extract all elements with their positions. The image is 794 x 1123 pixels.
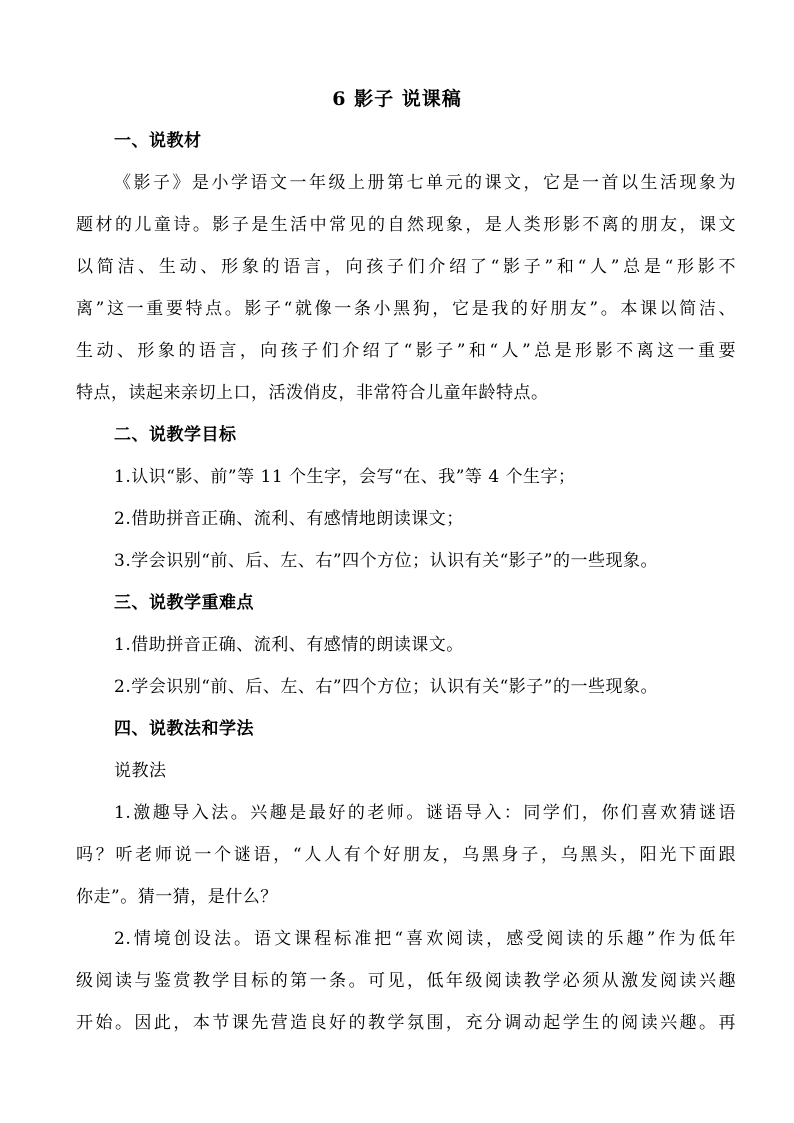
list-item: 1.认识“影、前”等 11 个生字，会写“在、我”等 4 个生字；	[114, 467, 576, 487]
list-item: 3.学会识别“前、后、左、右”四个方位；认识有关“影子”的一些现象。	[114, 551, 658, 571]
section-heading-key-points: 三、说教学重难点	[114, 593, 254, 613]
paragraph-line: 开始。因此，本节课先营造良好的教学氛围，充分调动起学生的阅读兴趣。再	[76, 1013, 736, 1033]
list-item: 2.借助拼音正确、流利、有感情地朗读课文；	[114, 509, 464, 529]
paragraph-line: 以简洁、生动、形象的语言，向孩子们介绍了“影子”和“人”总是“形影不	[76, 257, 736, 277]
paragraph-line: 生动、形象的语言，向孩子们介绍了“影子”和“人”总是形影不离这一重要	[76, 341, 736, 361]
paragraph-line: 《影子》是小学语文一年级上册第七单元的课文，它是一首以生活现象为	[114, 173, 736, 193]
paragraph-line: 你走”。猜一猜，是什么？	[76, 887, 278, 907]
paragraph-line: 特点，读起来亲切上口，活泼俏皮，非常符合儿童年龄特点。	[76, 383, 549, 403]
list-item: 1.借助拼音正确、流利、有感情的朗读课文。	[114, 635, 464, 655]
section-heading-textbook: 一、说教材	[114, 131, 202, 151]
paragraph-line: 级阅读与鉴赏教学目标的第一条。可见，低年级阅读教学必须从激发阅读兴趣	[76, 971, 736, 991]
paragraph-line: 1.激趣导入法。兴趣是最好的老师。谜语导入：同学们，你们喜欢猜谜语	[114, 803, 736, 823]
paragraph-line: 离”这一重要特点。影子“就像一条小黑狗，它是我的好朋友”。本课以简洁、	[76, 299, 736, 319]
subheading-teaching-method: 说教法	[114, 761, 167, 781]
section-heading-goals: 二、说教学目标	[114, 425, 237, 445]
section-heading-methods: 四、说教法和学法	[114, 719, 254, 739]
paragraph-line: 吗？听老师说一个谜语，“人人有个好朋友，乌黑身子，乌黑头，阳光下面跟	[76, 845, 736, 865]
page-title: 6 影子 说课稿	[332, 88, 462, 110]
list-item: 2.学会识别“前、后、左、右”四个方位；认识有关“影子”的一些现象。	[114, 677, 658, 697]
paragraph-line: 题材的儿童诗。影子是生活中常见的自然现象，是人类形影不离的朋友，课文	[76, 215, 736, 235]
paragraph-line: 2.情境创设法。语文课程标准把“喜欢阅读，感受阅读的乐趣”作为低年	[114, 929, 736, 949]
